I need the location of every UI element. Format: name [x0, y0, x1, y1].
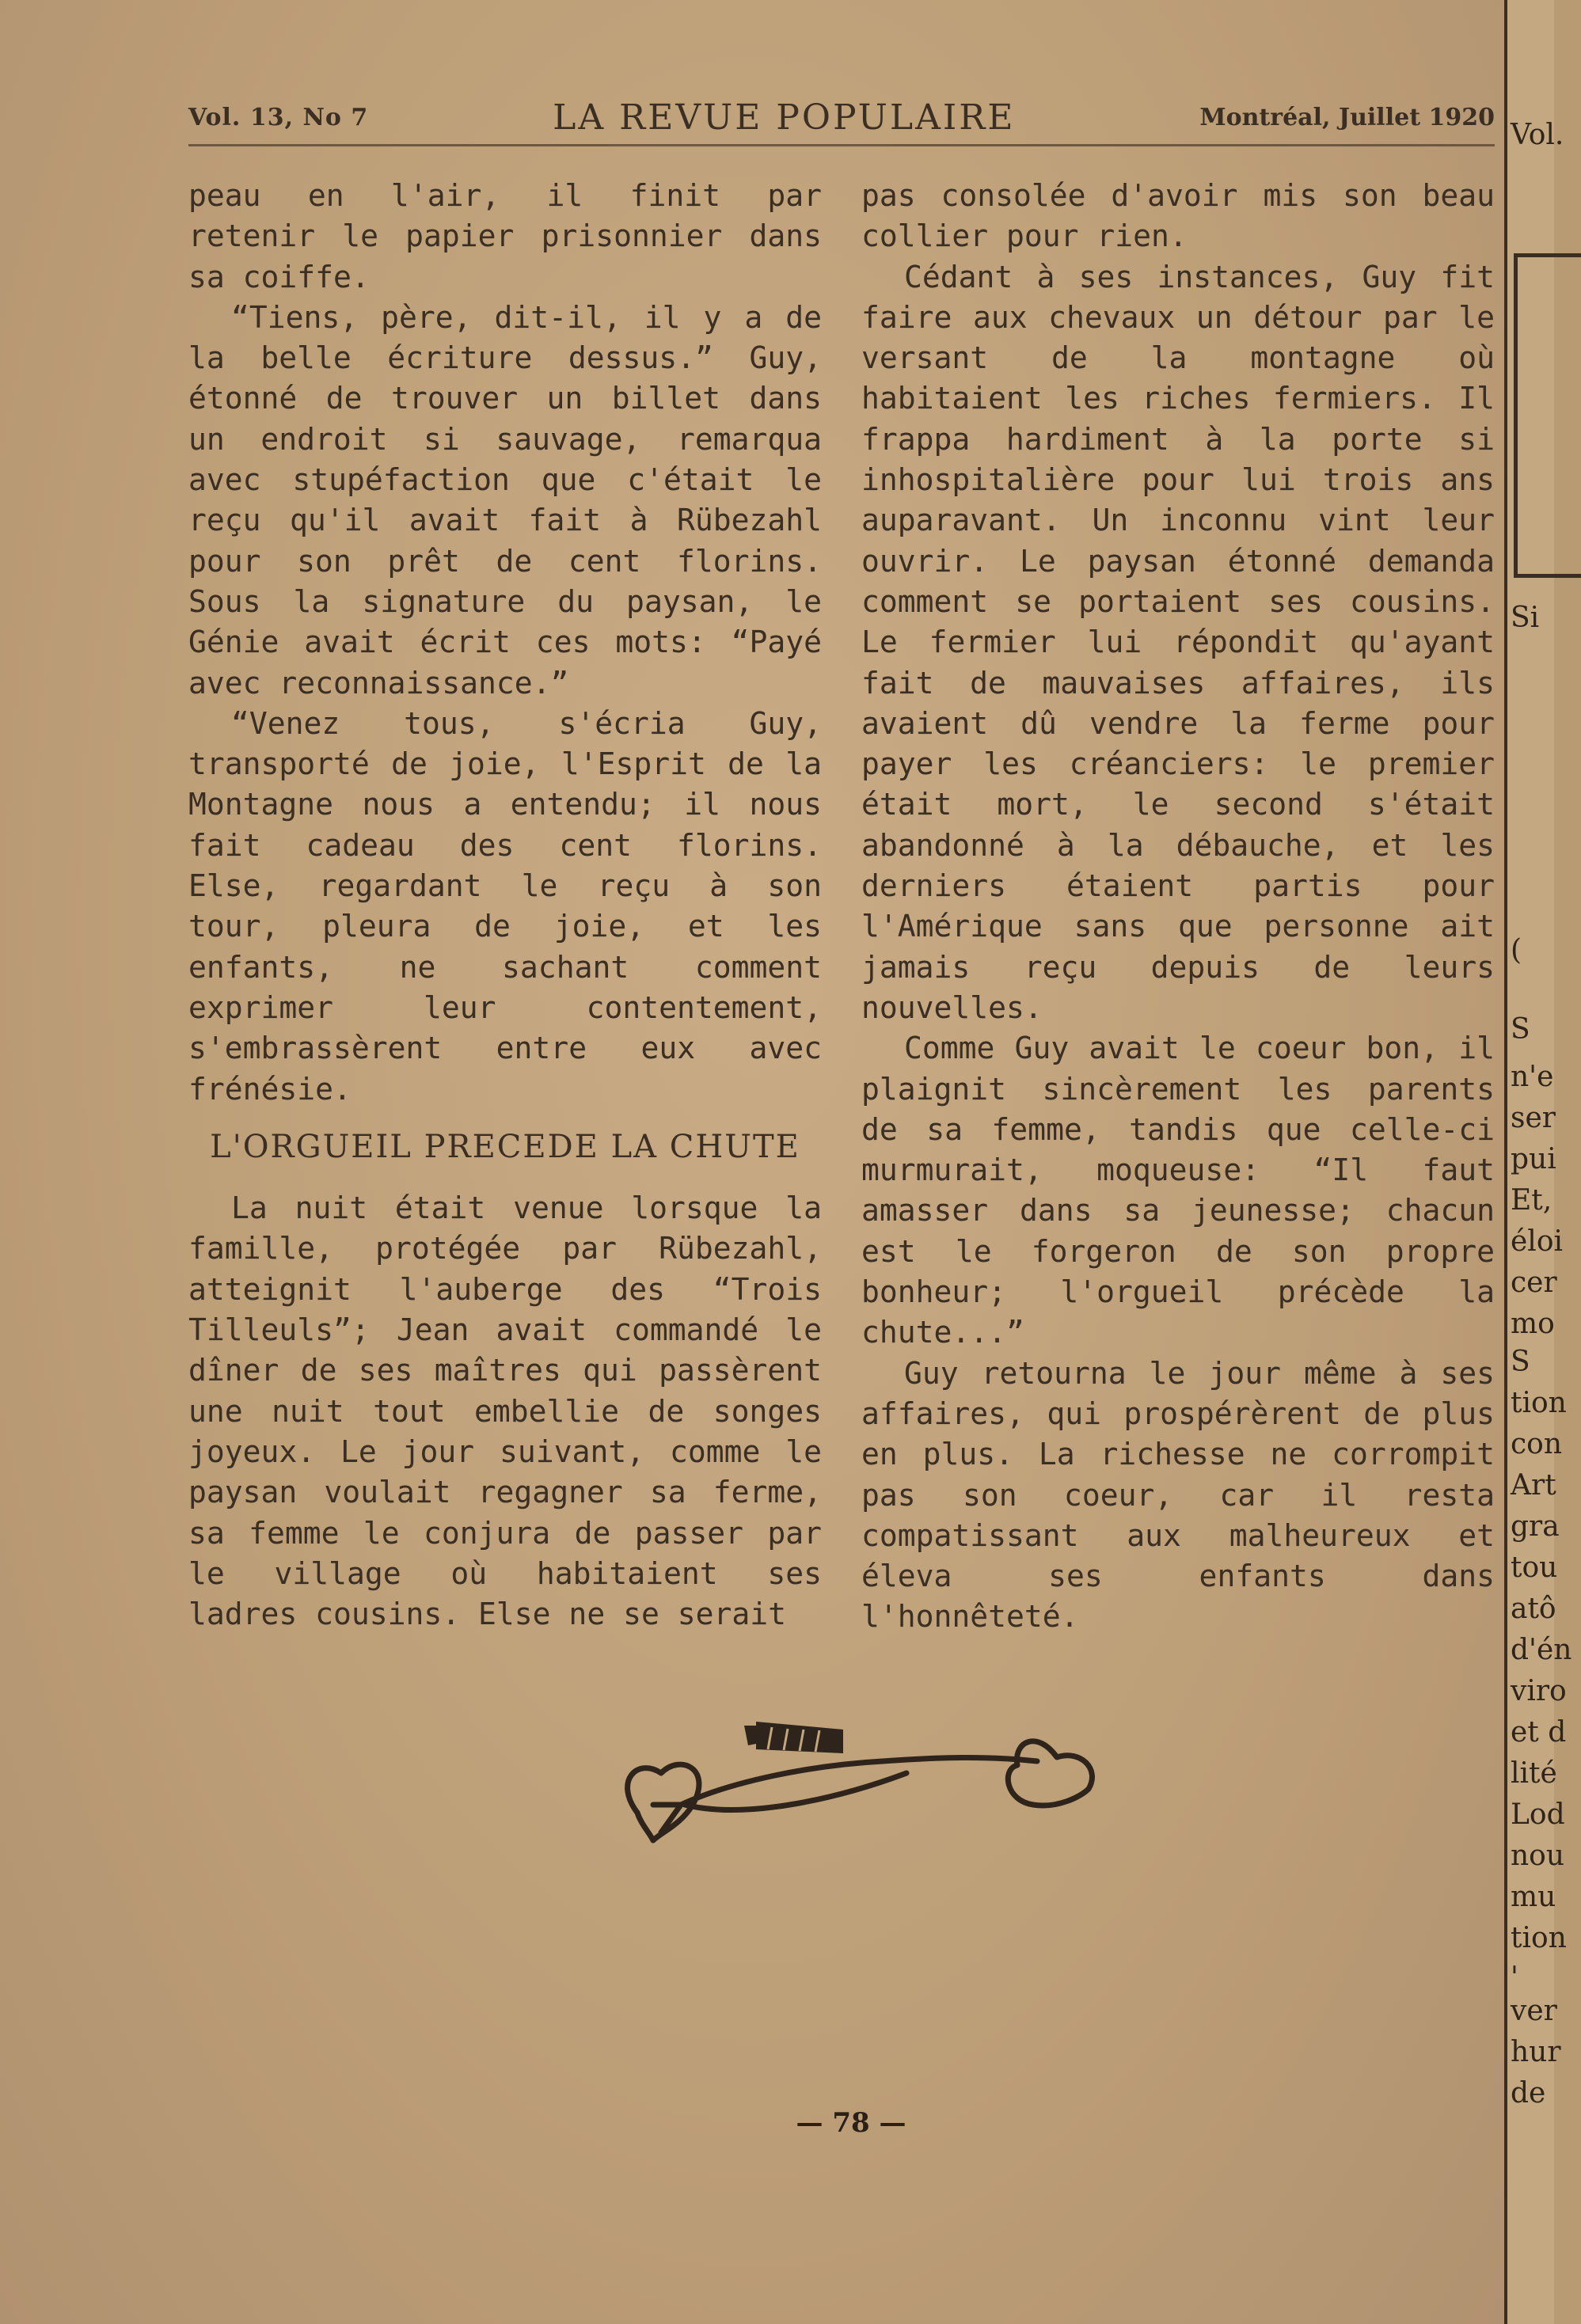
adjacent-page-text: lité	[1511, 1757, 1557, 1790]
paragraph: Guy retourna le jour même à ses affaires, qui prospérèrent de plus en plus. La richesse ne corrompit pas son coeur, car il resta compatissant aux malheureux et éleva ses enfants dans l'honnêteté.	[861, 1355, 1495, 1635]
adjacent-page-frame	[1514, 253, 1581, 578]
adjacent-page-text: de	[1511, 2077, 1546, 2109]
adjacent-page-text: Et,	[1511, 1184, 1552, 1217]
adjacent-page-text: S	[1511, 1346, 1530, 1378]
adjacent-page-text: ver	[1511, 1995, 1557, 2027]
adjacent-page-text: con	[1511, 1428, 1563, 1460]
left-column	[188, 176, 822, 1635]
adjacent-page-text: viro	[1511, 1675, 1567, 1707]
adjacent-page-text: (	[1511, 934, 1522, 966]
adjacent-page-edge	[1504, 0, 1572, 2324]
adjacent-page-text: éloi	[1511, 1225, 1564, 1258]
paragraph: pas consolée d'avoir mis son beau collier pour rien.	[861, 178, 1495, 254]
header-rule	[188, 144, 1495, 146]
paragraph: peau en l'air, il finit par retenir le papier prisonnier dans sa coiffe.	[188, 178, 822, 294]
paragraph: Comme Guy avait le coeur bon, il plaignit sincèrement les parents de sa femme, tandis que celle-ci murmurait, moqueuse: “Il faut amasser dans sa jeunesse; chacun est le forgeron de son propre bonheur; l'orgueil précède la chute...”	[861, 1031, 1495, 1350]
adjacent-page-text: gra	[1511, 1510, 1560, 1543]
publication-title: LA REVUE POPULAIRE	[553, 97, 1016, 138]
paragraph: “Tiens, père, dit-il, il y a de la belle écriture dessus.” Guy, étonné de trouver un billet dans un endroit si sauvage, remarqua avec stupéfaction que c'était le reçu qu'il avait fait à Rübezahl pour son prêt de cent florins. Sous la signature du paysan, le Génie avait écrit ces mots: “Payé avec reconnaissance.”	[188, 299, 822, 701]
adjacent-page-text: '	[1511, 1961, 1518, 1994]
section-heading: L'ORGUEIL PRECEDE LA CHUTE	[210, 1128, 800, 1165]
adjacent-page-text: Lod	[1511, 1798, 1565, 1831]
adjacent-page-text: cer	[1511, 1266, 1557, 1299]
adjacent-page-text: et d	[1511, 1716, 1567, 1749]
page-header	[188, 93, 1495, 141]
adjacent-page-text: hur	[1511, 2036, 1561, 2068]
adjacent-page-text: ser	[1511, 1102, 1556, 1134]
adjacent-page-text: Si	[1511, 602, 1540, 634]
paragraph: “Venez tous, s'écria Guy, transporté de joie, l'Esprit de la Montagne nous a entendu; il nous fait cadeau des cent florins. Else, regardant le reçu à son tour, pleura de joie, et les enfants, ne sachant comment exprimer leur contentement, s'embrassèrent entre eux avec frénésie.	[188, 705, 822, 1107]
adjacent-page-text: Art	[1511, 1469, 1556, 1502]
issue-date: Montréal, Juillet 1920	[1199, 103, 1495, 131]
volume-number: Vol. 13, No 7	[188, 103, 369, 131]
paragraph: La nuit était venue lorsque la famille, protégée par Rübezahl, atteignit l'auberge des “Trois Tilleuls”; Jean avait commandé le dîner de ses maîtres qui passèrent une nuit tout embellie de songes joyeux. Le jour suivant, comme le paysan voulait regagner sa ferme, sa femme le conjura de passer par le village où habitaient ses ladres cousins. Else ne se serait	[188, 1190, 822, 1632]
adjacent-page-text: d'én	[1511, 1634, 1572, 1666]
paragraph: Cédant à ses instances, Guy fit faire aux chevaux un détour par le versant de la montagne où habitaient les riches fermiers. Il frappa hardiment à la porte si inhospitalière pour lui trois ans auparavant. Un inconnu vint leur ouvrir. Le paysan étonné demanda comment se portaient ses cousins. Le fermier lui répondit qu'ayant fait de mauvaises affaires, ils avaient dû vendre la ferme pour payer les créanciers: le premier était mort, le second s'était abandonné à la débauche, et les derniers étaient partis pour l'Amérique sans que personne ait jamais reçu depuis de leurs nouvelles.	[861, 259, 1495, 1025]
adjacent-page-text: Vol.	[1511, 119, 1564, 151]
adjacent-page-text: mu	[1511, 1881, 1556, 1913]
adjacent-page-text: nou	[1511, 1840, 1565, 1872]
adjacent-page-text: tion	[1511, 1387, 1567, 1419]
adjacent-page-text: mo	[1511, 1308, 1555, 1340]
adjacent-page-text: tou	[1511, 1551, 1558, 1584]
adjacent-page-text: S	[1511, 1013, 1530, 1046]
adjacent-page-text: n'e	[1511, 1061, 1554, 1093]
adjacent-page-text: pui	[1511, 1143, 1556, 1175]
adjacent-page-text: atô	[1511, 1593, 1556, 1625]
arrow-through-hearts-icon	[606, 1694, 1112, 1876]
right-column	[861, 176, 1495, 1638]
page-number: — 78 —	[796, 2107, 906, 2139]
adjacent-page-text: tion	[1511, 1922, 1567, 1954]
